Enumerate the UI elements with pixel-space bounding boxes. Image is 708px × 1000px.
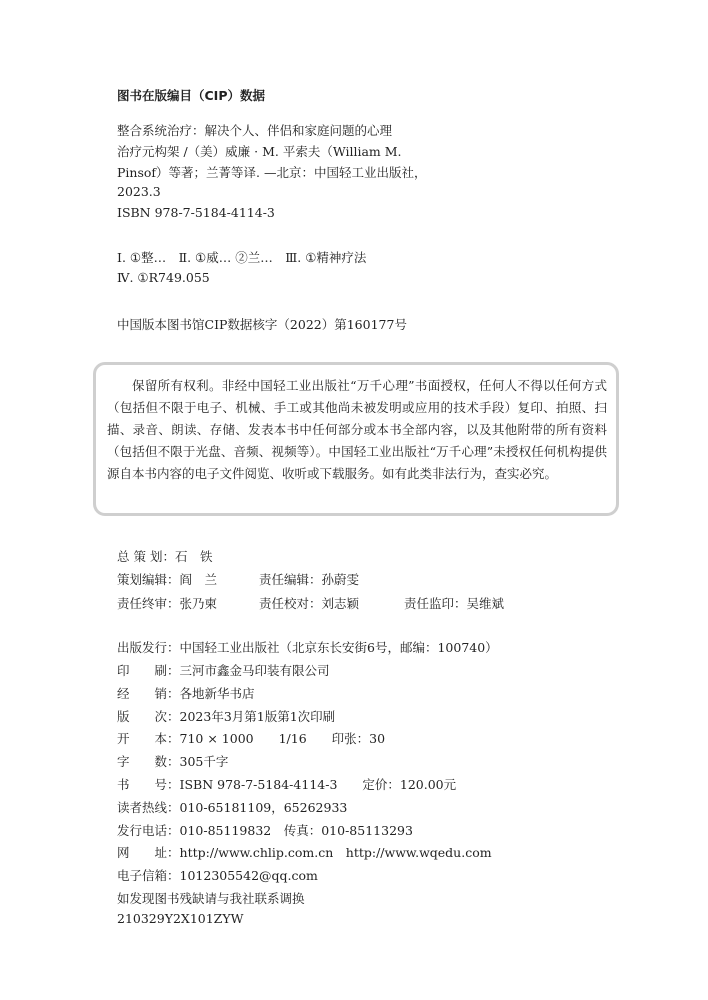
supervisor-row	[404, 594, 504, 612]
email-label: 电子信箱：	[117, 868, 180, 883]
copyright-notice	[107, 375, 607, 485]
supervisor-value: 吴维斌	[466, 596, 505, 611]
wordcount-value: 305千字	[179, 754, 229, 769]
sales-label: 经 销：	[117, 686, 180, 701]
planning-editor-label: 策划编辑：	[117, 572, 180, 587]
wordcount-row	[117, 752, 228, 770]
isbn-value: ISBN 978-7-5184-4114-3 定价：120.00元	[179, 777, 457, 792]
supervisor-label: 责任监印：	[404, 596, 467, 611]
cip-line-1: 整合系统治疗：解决个人、伴侣和家庭问题的心理	[117, 123, 393, 138]
copyright-notice-text: 保留所有权利。非经中国轻工业出版社“万千心理”书面授权，任何人不得以任何方式（包括但不限于电子、机械、手工或其他尚未被发明或应用的技术手段）复印、拍照、扫描、录音、朗读、存储、发表本书中任何部分或本书全部内容，以及其他附带的所有资料（包括但不限于光盘、音频、视频等）。中国轻工业出版社“万千心理”未授权任何机构提供源自本书内容的电子文件阅览、收听或下载服务。如有此类非法行为，查实必究。	[107, 378, 607, 481]
email-value: 1012305542@qq.com	[179, 868, 318, 883]
phone-row	[117, 821, 413, 839]
cip-line-2: 治疗元构架 /（美）威廉 · M. 平索夫（William M.	[117, 144, 402, 159]
hotline-value: 010-65181109，65262933	[179, 800, 348, 815]
format-label: 开 本：	[117, 731, 180, 746]
printing-value: 三河市鑫金马印装有限公司	[179, 663, 330, 678]
distribution-value: 中国轻工业出版社（北京东长安街6号，邮编：100740）	[179, 640, 498, 655]
sales-row	[117, 684, 255, 702]
cip-classification: Ⅰ. ①整… Ⅱ. ①威… ②兰… Ⅲ. ①精神疗法	[117, 250, 367, 265]
final-review-value: 张乃柬	[179, 596, 218, 611]
website-value: http://www.chlip.com.cn http://www.wqedu.com	[179, 845, 492, 860]
email-row	[117, 866, 318, 884]
wordcount-label: 字 数：	[117, 754, 180, 769]
final-review-row	[117, 594, 217, 612]
defect-note: 如发现图书残缺请与我社联系调换	[117, 891, 305, 906]
sales-value: 各地新华书店	[179, 686, 255, 701]
edition-row	[117, 707, 335, 725]
final-review-label: 责任终审：	[117, 596, 180, 611]
cip-clc-number: Ⅳ. ①R749.055	[117, 270, 210, 285]
isbn-row	[117, 775, 456, 793]
website-row	[117, 843, 492, 861]
product-code: 210329Y2X101ZYW	[117, 911, 244, 926]
hotline-label: 读者热线：	[117, 800, 180, 815]
cip-isbn: ISBN 978-7-5184-4114-3	[117, 205, 275, 220]
format-value: 710 × 1000 1/16 印张：30	[179, 731, 386, 746]
phone-label: 发行电话：	[117, 823, 180, 838]
isbn-label: 书 号：	[117, 777, 180, 792]
printing-label: 印 刷：	[117, 663, 180, 678]
cip-line-4: 2023.3	[117, 184, 161, 199]
responsible-editor-value: 孙蔚雯	[321, 572, 360, 587]
proofreader-value: 刘志颖	[321, 596, 360, 611]
phone-value: 010-85119832 传真：010-85113293	[179, 823, 413, 838]
responsible-editor-label: 责任编辑：	[259, 572, 322, 587]
proofreader-row	[259, 594, 359, 612]
cip-line-3: Pinsof）等著；兰菁等译. —北京：中国轻工业出版社，	[117, 165, 427, 180]
proofreader-label: 责任校对：	[259, 596, 322, 611]
distribution-label: 出版发行：	[117, 640, 180, 655]
cip-record-number: 中国版本图书馆CIP数据核字（2022）第160177号	[117, 317, 407, 332]
format-row	[117, 729, 385, 747]
planning-editor-value: 阎 兰	[179, 572, 218, 587]
responsible-editor-row	[259, 570, 359, 588]
planning-editor-row	[117, 570, 217, 588]
cip-header: 图书在版编目（CIP）数据	[117, 88, 265, 103]
distribution-row	[117, 638, 498, 656]
printing-row	[117, 661, 330, 679]
edition-value: 2023年3月第1版第1次印刷	[179, 709, 336, 724]
hotline-row	[117, 798, 347, 816]
chief-planner-label: 总 策 划：	[117, 549, 175, 564]
website-label: 网 址：	[117, 845, 180, 860]
chief-planner-row	[117, 547, 212, 565]
chief-planner-value: 石 铁	[174, 549, 213, 564]
edition-label: 版 次：	[117, 709, 180, 724]
